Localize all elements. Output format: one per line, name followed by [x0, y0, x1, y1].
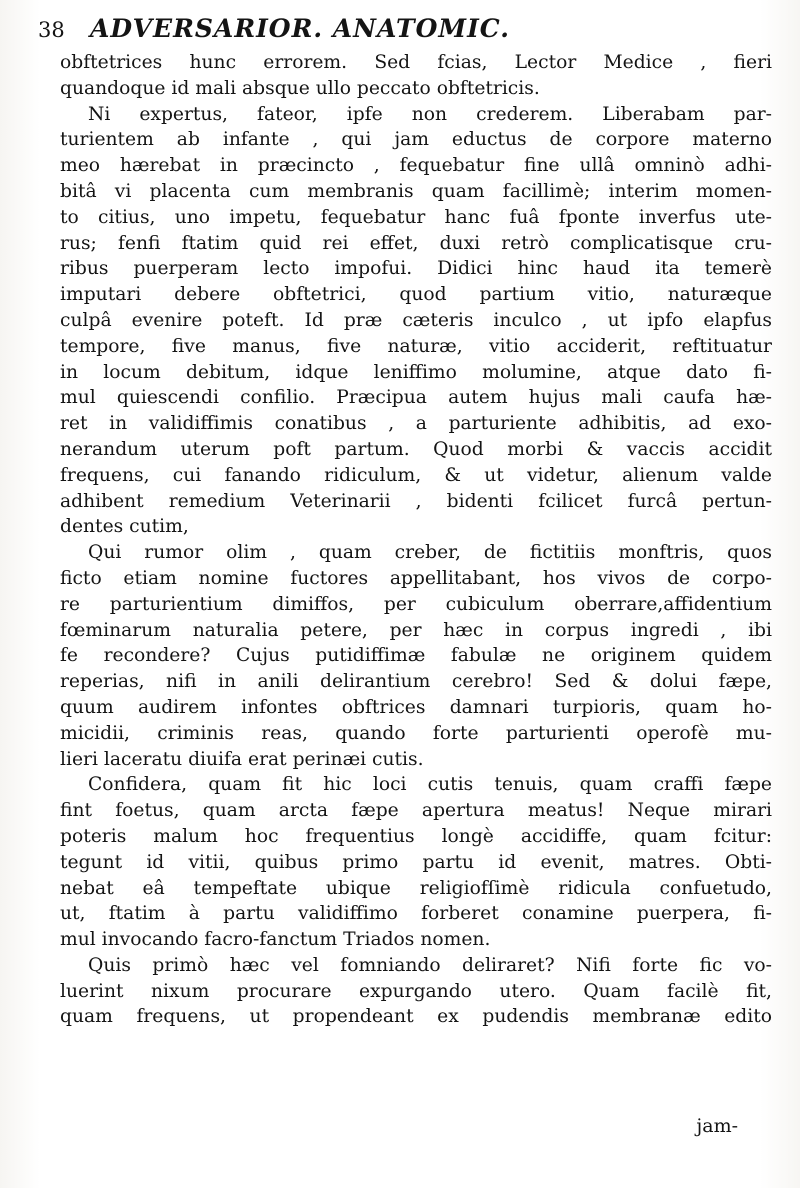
text-line: rus; fenfi ftatim quid rei effet, duxi retrò complicatisque cru-: [60, 232, 772, 254]
text-line: fe recondere? Cujus putidiffimæ fabulæ ne originem quidem: [60, 645, 772, 667]
paragraph-start-line: Quis primò hæc vel fomniando deliraret? Nifi forte fic vo-: [88, 954, 772, 976]
text-line: reperias, nifi in anili delirantium cerebro! Sed & dolui fæpe,: [60, 671, 772, 693]
text-line: fœminarum naturalia petere, per hæc in corpus ingredi , ibi: [60, 619, 772, 641]
text-line: adhibent remedium Veterinarii , bidenti fcilicet furcâ pertun-: [60, 490, 772, 512]
text-line: ret in validiffimis conatibus , a parturiente adhibitis, ad exo-: [60, 413, 772, 435]
text-line: luerint nixum procurare expurgando utero. Quam facilè fit,: [60, 980, 772, 1002]
page-number: 38: [38, 18, 65, 42]
text-line: tegunt id vitii, quibus primo partu id evenit, matres. Obti-: [60, 851, 772, 873]
text-line: quandoque id mali absque ullo peccato obftetricis.: [60, 77, 540, 99]
text-line: ribus puerperam lecto impofui. Didici hinc haud ita temerè: [60, 258, 772, 280]
text-line: culpâ evenire poteft. Id præ cæteris inculco , ut ipfo elapfus: [60, 309, 772, 331]
text-line: re parturientium dimiffos, per cubiculum oberrare,affidentium: [60, 593, 772, 615]
text-line: nerandum uterum poft partum. Quod morbi & vaccis accidit: [60, 438, 772, 460]
running-head: [38, 12, 778, 44]
text-line: quam frequens, ut propendeant ex pudendis membranæ edito: [60, 1006, 772, 1028]
text-line: obftetrices hunc errorem. Sed fcias, Lector Medice , fieri: [60, 52, 772, 73]
text-line: meo hærebat in præcincto , fequebatur fine ullâ omninò adhi-: [60, 155, 772, 177]
text-line: mul quiescendi confilio. Præcipua autem hujus mali caufa hæ-: [60, 387, 772, 409]
paragraph-start-line: Qui rumor olim , quam creber, de fictitiis monftris, quos: [88, 542, 772, 564]
text-line: imputari debere obftetrici, quod partium vitio, naturæque: [60, 284, 772, 306]
text-line: quum audirem infontes obftrices damnari turpioris, quam ho-: [60, 696, 772, 718]
text-line: lieri laceratu diuifa erat perinæi cutis.: [60, 748, 424, 770]
text-line: ut, ftatim à partu validiffimo forberet conamine puerpera, fi-: [60, 903, 772, 925]
text-line: dentes cutim,: [60, 516, 189, 538]
text-line: ficto etiam nomine fuctores appellitabant, hos vivos de corpo-: [60, 567, 772, 589]
text-line: frequens, cui fanando ridiculum, & ut videtur, alienum valde: [60, 464, 772, 486]
paragraph-start-line: Confidera, quam fit hic loci cutis tenuis, quam craffi fæpe: [88, 774, 772, 796]
text-line: tempore, five manus, five naturæ, vitio acciderit, reftituatur: [60, 335, 772, 357]
text-body: [60, 50, 772, 1030]
text-line: to citius, uno impetu, fequebatur hanc fuâ fponte inverfus ute-: [60, 206, 772, 228]
catchword: jam-: [696, 1115, 738, 1137]
paragraph-start-line: Ni expertus, fateor, ipfe non crederem. Liberabam par-: [88, 103, 772, 125]
text-line: micidii, criminis reas, quando forte parturienti operofè mu-: [60, 722, 772, 744]
text-line: fint foetus, quam arcta fæpe apertura meatus! Neque mirari: [60, 800, 772, 822]
text-line: nebat eâ tempeftate ubique religiofſimè ridicula confuetudo,: [60, 877, 772, 899]
text-line: turientem ab infante , qui jam eductus de corpore materno: [60, 129, 772, 151]
text-line: poteris malum hoc frequentius longè accidiffe, quam fcitur:: [60, 825, 772, 847]
text-line: mul invocando facro-fanctum Triados nomen.: [60, 929, 491, 951]
running-title: ADVERSARIOR. ANATOMIC.: [90, 14, 510, 43]
text-line: bitâ vi placenta cum membranis quam facillimè; interim momen-: [60, 180, 772, 202]
text-line: in locum debitum, idque leniffimo molumine, atque dato fi-: [60, 361, 772, 383]
